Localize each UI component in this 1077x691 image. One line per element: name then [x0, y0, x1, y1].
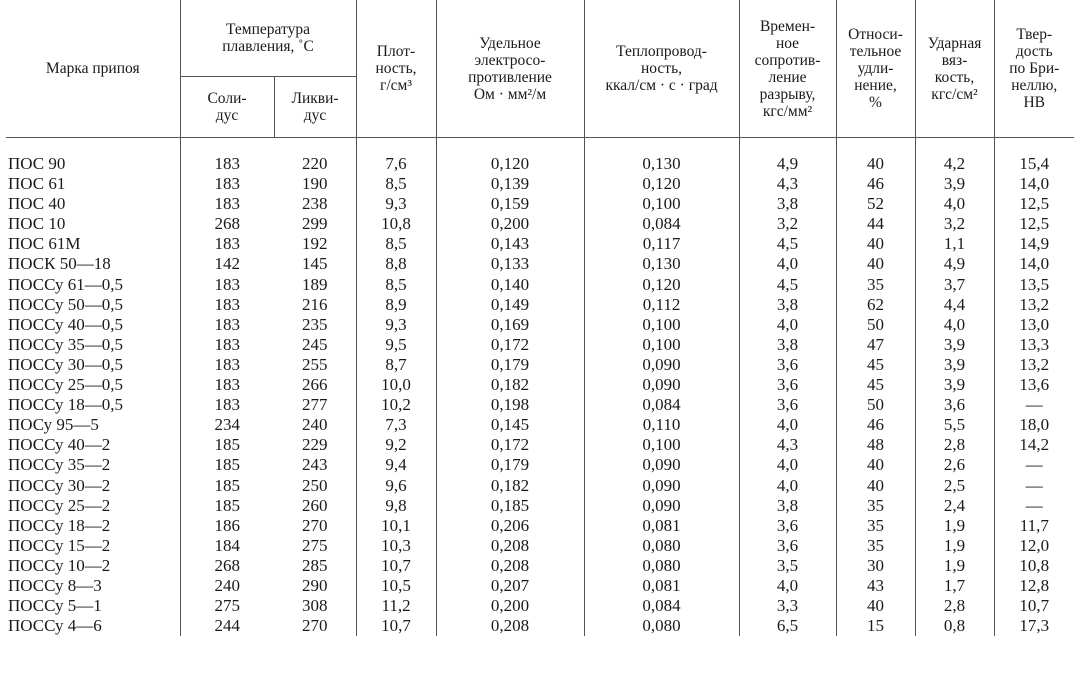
header-impact-strength: Ударная вяз- кость, кгс/см²	[915, 0, 994, 138]
cell-impact: 3,2	[915, 214, 994, 234]
cell-solidus: 185	[180, 476, 274, 496]
cell-conductivity: 0,084	[584, 395, 739, 415]
cell-conductivity: 0,090	[584, 476, 739, 496]
cell-grade: ПОССу 25—0,5	[8, 375, 124, 395]
cell-grade: ПОССу 50—0,5	[8, 294, 124, 314]
cell-resistivity: 0,172	[436, 335, 584, 355]
cell-conductivity: 0,090	[584, 496, 739, 516]
cell-hardness: —	[994, 496, 1074, 516]
cell-tensile: 3,5	[739, 556, 836, 576]
cell-tensile: 4,0	[739, 415, 836, 435]
cell-elongation: 50	[836, 395, 915, 415]
cell-solidus: 142	[180, 254, 274, 274]
cell-hardness: 13,0	[994, 315, 1074, 335]
cell-liquidus: 245	[302, 334, 328, 354]
cell-impact: 1,9	[915, 536, 994, 556]
table-header	[6, 0, 1074, 138]
table-row	[6, 254, 1074, 274]
cell-resistivity: 0,172	[436, 435, 584, 455]
cell-tensile: 3,6	[739, 395, 836, 415]
cell-impact: 3,9	[915, 375, 994, 395]
cell-impact: 1,9	[915, 516, 994, 536]
cell-density: 9,8	[356, 496, 436, 516]
table-row	[6, 335, 1074, 355]
header-elongation: Относи- тельное удли- нение, %	[836, 0, 915, 138]
cell-tensile: 3,6	[739, 375, 836, 395]
cell-solidus: 185	[180, 496, 274, 516]
cell-tensile: 4,3	[739, 435, 836, 455]
cell-resistivity: 0,179	[436, 355, 584, 375]
cell-grade: ПОССу 30—0,5	[8, 354, 124, 374]
table-row	[6, 174, 1074, 194]
cell-resistivity: 0,140	[436, 275, 584, 295]
cell-impact: 1,9	[915, 556, 994, 576]
cell-elongation: 43	[836, 576, 915, 596]
cell-density: 10,2	[356, 395, 436, 415]
cell-impact: 4,0	[915, 194, 994, 214]
cell-conductivity: 0,090	[584, 455, 739, 475]
cell-solidus: 275	[180, 596, 274, 616]
cell-impact: 0,8	[915, 616, 994, 636]
cell-conductivity: 0,100	[584, 194, 739, 214]
cell-conductivity: 0,080	[584, 536, 739, 556]
cell-impact: 1,1	[915, 234, 994, 254]
cell-conductivity: 0,130	[584, 254, 739, 274]
cell-liquidus: 266	[302, 375, 328, 395]
cell-conductivity: 0,084	[584, 214, 739, 234]
cell-density: 10,8	[356, 214, 436, 234]
cell-liquidus: 255	[302, 354, 328, 374]
cell-resistivity: 0,208	[436, 556, 584, 576]
cell-solidus: 268	[180, 556, 274, 576]
cell-density: 10,7	[356, 556, 436, 576]
cell-hardness: 13,6	[994, 375, 1074, 395]
cell-liquidus: 229	[302, 435, 328, 455]
cell-hardness: 13,5	[994, 275, 1074, 295]
cell-resistivity: 0,179	[436, 455, 584, 475]
cell-elongation: 46	[836, 174, 915, 194]
cell-conductivity: 0,081	[584, 516, 739, 536]
cell-hardness: 15,4	[994, 138, 1074, 175]
cell-tensile: 4,0	[739, 576, 836, 596]
cell-resistivity: 0,159	[436, 194, 584, 214]
cell-grade: ПОССу 25—2	[8, 495, 111, 515]
cell-conductivity: 0,090	[584, 375, 739, 395]
table-row	[6, 616, 1074, 636]
cell-density: 8,5	[356, 275, 436, 295]
cell-impact: 3,9	[915, 174, 994, 194]
cell-elongation: 40	[836, 596, 915, 616]
cell-resistivity: 0,208	[436, 616, 584, 636]
cell-conductivity: 0,080	[584, 616, 739, 636]
cell-density: 10,5	[356, 576, 436, 596]
cell-conductivity: 0,120	[584, 174, 739, 194]
table-row	[6, 476, 1074, 496]
cell-solidus: 183	[180, 395, 274, 415]
cell-liquidus: 260	[302, 495, 328, 515]
cell-hardness: —	[994, 455, 1074, 475]
cell-grade: ПОССу 40—2	[8, 435, 111, 455]
cell-hardness: 13,3	[994, 335, 1074, 355]
cell-grade: ПОССу 5—1	[8, 596, 102, 616]
cell-solidus: 183	[180, 194, 274, 214]
cell-hardness: —	[994, 395, 1074, 415]
cell-hardness: 18,0	[994, 415, 1074, 435]
cell-density: 9,3	[356, 194, 436, 214]
cell-resistivity: 0,198	[436, 395, 584, 415]
cell-impact: 4,0	[915, 315, 994, 335]
cell-solidus: 185	[180, 455, 274, 475]
cell-resistivity: 0,149	[436, 295, 584, 315]
cell-impact: 1,7	[915, 576, 994, 596]
cell-tensile: 3,2	[739, 214, 836, 234]
cell-grade: ПОССу 30—2	[8, 475, 111, 495]
cell-tensile: 3,6	[739, 536, 836, 556]
table-row	[6, 536, 1074, 556]
cell-tensile: 3,8	[739, 295, 836, 315]
cell-grade: ПОССу 40—0,5	[8, 314, 124, 334]
cell-tensile: 4,9	[739, 138, 836, 175]
cell-elongation: 30	[836, 556, 915, 576]
cell-solidus: 234	[180, 415, 274, 435]
cell-hardness: 12,8	[994, 576, 1074, 596]
cell-conductivity: 0,090	[584, 355, 739, 375]
cell-tensile: 3,6	[739, 355, 836, 375]
cell-tensile: 3,8	[739, 194, 836, 214]
cell-density: 8,5	[356, 174, 436, 194]
cell-resistivity: 0,120	[436, 138, 584, 175]
cell-density: 7,3	[356, 415, 436, 435]
cell-resistivity: 0,207	[436, 576, 584, 596]
table-row	[6, 435, 1074, 455]
cell-solidus: 244	[180, 616, 274, 636]
cell-density: 9,5	[356, 335, 436, 355]
cell-liquidus: 270	[302, 515, 328, 535]
cell-density: 10,0	[356, 375, 436, 395]
cell-hardness: 14,9	[994, 234, 1074, 254]
cell-resistivity: 0,200	[436, 596, 584, 616]
cell-grade: ПОССу 35—2	[8, 455, 111, 475]
cell-conductivity: 0,130	[584, 138, 739, 175]
cell-liquidus: 285	[302, 555, 328, 575]
cell-elongation: 35	[836, 536, 915, 556]
cell-solidus: 183	[180, 234, 274, 254]
cell-liquidus: 240	[302, 415, 328, 435]
cell-resistivity: 0,206	[436, 516, 584, 536]
cell-conductivity: 0,080	[584, 556, 739, 576]
cell-solidus: 268	[180, 214, 274, 234]
cell-hardness: 13,2	[994, 355, 1074, 375]
cell-impact: 3,6	[915, 395, 994, 415]
cell-grade: ПОС 40	[8, 194, 66, 214]
cell-resistivity: 0,139	[436, 174, 584, 194]
cell-tensile: 4,3	[739, 174, 836, 194]
cell-impact: 2,4	[915, 496, 994, 516]
cell-conductivity: 0,112	[584, 295, 739, 315]
cell-solidus: 183	[180, 335, 274, 355]
table-row	[6, 455, 1074, 475]
cell-liquidus: 270	[302, 616, 328, 636]
cell-impact: 3,9	[915, 335, 994, 355]
cell-liquidus: 216	[302, 294, 328, 314]
cell-liquidus: 243	[302, 455, 328, 475]
cell-grade: ПОССу 35—0,5	[8, 334, 124, 354]
cell-elongation: 62	[836, 295, 915, 315]
cell-tensile: 3,8	[739, 335, 836, 355]
cell-density: 7,6	[356, 138, 436, 175]
cell-elongation: 46	[836, 415, 915, 435]
cell-resistivity: 0,182	[436, 375, 584, 395]
cell-elongation: 48	[836, 435, 915, 455]
cell-tensile: 4,0	[739, 254, 836, 274]
cell-solidus: 183	[180, 138, 274, 175]
cell-elongation: 35	[836, 275, 915, 295]
cell-impact: 4,9	[915, 254, 994, 274]
cell-solidus: 183	[180, 174, 274, 194]
cell-grade: ПОС 61М	[8, 234, 81, 254]
cell-grade: ПОС 61	[8, 174, 66, 194]
cell-hardness: 10,8	[994, 556, 1074, 576]
cell-tensile: 4,0	[739, 476, 836, 496]
cell-resistivity: 0,185	[436, 496, 584, 516]
cell-liquidus: 189	[302, 274, 328, 294]
cell-resistivity: 0,145	[436, 415, 584, 435]
cell-liquidus: 308	[302, 596, 328, 616]
cell-impact: 4,2	[915, 138, 994, 175]
cell-grade: ПОССу 18—2	[8, 515, 111, 535]
cell-solidus: 240	[180, 576, 274, 596]
cell-solidus: 183	[180, 295, 274, 315]
cell-impact: 2,6	[915, 455, 994, 475]
cell-solidus: 183	[180, 315, 274, 335]
cell-grade: ПОССу 18—0,5	[8, 395, 124, 415]
cell-conductivity: 0,100	[584, 435, 739, 455]
cell-grade: ПОССу 8—3	[8, 575, 102, 595]
cell-tensile: 4,5	[739, 234, 836, 254]
cell-hardness: 12,5	[994, 214, 1074, 234]
cell-density: 8,7	[356, 355, 436, 375]
cell-conductivity: 0,081	[584, 576, 739, 596]
header-melting-temp: Температура плавления, ˚С	[180, 0, 356, 77]
cell-elongation: 40	[836, 476, 915, 496]
cell-grade: ПОССу 61—0,5	[8, 274, 124, 294]
cell-hardness: 17,3	[994, 616, 1074, 636]
cell-density: 9,4	[356, 455, 436, 475]
cell-elongation: 45	[836, 375, 915, 395]
cell-resistivity: 0,143	[436, 234, 584, 254]
cell-resistivity: 0,182	[436, 476, 584, 496]
cell-resistivity: 0,133	[436, 254, 584, 274]
cell-elongation: 52	[836, 194, 915, 214]
table-row	[6, 355, 1074, 375]
cell-liquidus: 299	[302, 214, 328, 234]
cell-hardness: 14,2	[994, 435, 1074, 455]
cell-elongation: 40	[836, 455, 915, 475]
cell-conductivity: 0,110	[584, 415, 739, 435]
cell-elongation: 15	[836, 616, 915, 636]
cell-tensile: 3,3	[739, 596, 836, 616]
cell-grade: ПОССу 4—6	[8, 616, 102, 636]
cell-hardness: 12,0	[994, 536, 1074, 556]
cell-conductivity: 0,100	[584, 335, 739, 355]
table-row	[6, 194, 1074, 214]
cell-tensile: 6,5	[739, 616, 836, 636]
cell-resistivity: 0,169	[436, 315, 584, 335]
cell-solidus: 184	[180, 536, 274, 556]
cell-impact: 2,5	[915, 476, 994, 496]
cell-liquidus: 220	[302, 154, 328, 173]
cell-solidus: 183	[180, 355, 274, 375]
cell-elongation: 50	[836, 315, 915, 335]
cell-resistivity: 0,208	[436, 536, 584, 556]
cell-density: 8,9	[356, 295, 436, 315]
table-row	[6, 516, 1074, 536]
cell-grade: ПОССу 15—2	[8, 535, 111, 555]
table-row	[6, 138, 1074, 175]
cell-tensile: 4,0	[739, 315, 836, 335]
header-tensile-strength: Времен- ное сопротив- ление разрыву, кгс/мм²	[739, 0, 836, 138]
table-row	[6, 596, 1074, 616]
cell-elongation: 40	[836, 138, 915, 175]
cell-hardness: 12,5	[994, 194, 1074, 214]
table-row	[6, 275, 1074, 295]
cell-density: 8,5	[356, 234, 436, 254]
cell-conductivity: 0,084	[584, 596, 739, 616]
table-row	[6, 576, 1074, 596]
cell-liquidus: 277	[302, 395, 328, 415]
cell-density: 10,3	[356, 536, 436, 556]
cell-elongation: 44	[836, 214, 915, 234]
header-grade: Марка припоя	[6, 0, 180, 138]
cell-hardness: 13,2	[994, 295, 1074, 315]
cell-elongation: 40	[836, 234, 915, 254]
table-row	[6, 496, 1074, 516]
table-row	[6, 214, 1074, 234]
cell-density: 9,3	[356, 315, 436, 335]
solder-properties-table	[6, 0, 1074, 636]
cell-hardness: 10,7	[994, 596, 1074, 616]
cell-density: 9,6	[356, 476, 436, 496]
cell-elongation: 35	[836, 516, 915, 536]
cell-hardness: 14,0	[994, 174, 1074, 194]
cell-tensile: 4,5	[739, 275, 836, 295]
cell-liquidus: 275	[302, 535, 328, 555]
cell-grade: ПОСК 50—18	[8, 254, 111, 274]
cell-grade: ПОС 90	[8, 154, 66, 173]
header-solidus: Соли- дус	[180, 77, 274, 138]
table-row	[6, 415, 1074, 435]
cell-grade: ПОСу 95—5	[8, 415, 99, 435]
cell-solidus: 185	[180, 435, 274, 455]
cell-solidus: 183	[180, 375, 274, 395]
cell-density: 8,8	[356, 254, 436, 274]
cell-density: 10,7	[356, 616, 436, 636]
cell-grade: ПОС 10	[8, 214, 66, 234]
header-conductivity: Теплопровод- ность, ккал/см · с · град	[584, 0, 739, 138]
table-row	[6, 234, 1074, 254]
cell-tensile: 3,8	[739, 496, 836, 516]
table-row	[6, 556, 1074, 576]
cell-conductivity: 0,120	[584, 275, 739, 295]
cell-resistivity: 0,200	[436, 214, 584, 234]
cell-elongation: 40	[836, 254, 915, 274]
cell-impact: 2,8	[915, 435, 994, 455]
cell-solidus: 186	[180, 516, 274, 536]
cell-tensile: 4,0	[739, 455, 836, 475]
cell-density: 10,1	[356, 516, 436, 536]
cell-liquidus: 250	[302, 475, 328, 495]
cell-impact: 5,5	[915, 415, 994, 435]
cell-conductivity: 0,117	[584, 234, 739, 254]
cell-elongation: 45	[836, 355, 915, 375]
cell-liquidus: 290	[302, 575, 328, 595]
cell-liquidus: 190	[302, 174, 328, 194]
header-density: Плот- ность, г/см³	[356, 0, 436, 138]
cell-liquidus: 238	[302, 194, 328, 214]
cell-grade: ПОССу 10—2	[8, 555, 111, 575]
table-row	[6, 375, 1074, 395]
table-body	[6, 138, 1074, 637]
cell-liquidus: 145	[302, 254, 328, 274]
table-row	[6, 315, 1074, 335]
cell-impact: 3,7	[915, 275, 994, 295]
cell-tensile: 3,6	[739, 516, 836, 536]
cell-hardness: 11,7	[994, 516, 1074, 536]
cell-density: 9,2	[356, 435, 436, 455]
cell-hardness: 14,0	[994, 254, 1074, 274]
cell-liquidus: 235	[302, 314, 328, 334]
cell-elongation: 47	[836, 335, 915, 355]
cell-conductivity: 0,100	[584, 315, 739, 335]
table-row	[6, 295, 1074, 315]
cell-impact: 4,4	[915, 295, 994, 315]
cell-impact: 2,8	[915, 596, 994, 616]
header-resistivity: Удельное электросо- противление Ом · мм²/м	[436, 0, 584, 138]
cell-hardness: —	[994, 476, 1074, 496]
table-row	[6, 395, 1074, 415]
cell-liquidus: 192	[302, 234, 328, 254]
cell-elongation: 35	[836, 496, 915, 516]
cell-density: 11,2	[356, 596, 436, 616]
header-hardness: Твер- дость по Бри- неллю, НВ	[994, 0, 1074, 138]
cell-solidus: 183	[180, 275, 274, 295]
cell-impact: 3,9	[915, 355, 994, 375]
header-liquidus: Ликви- дус	[274, 77, 356, 138]
